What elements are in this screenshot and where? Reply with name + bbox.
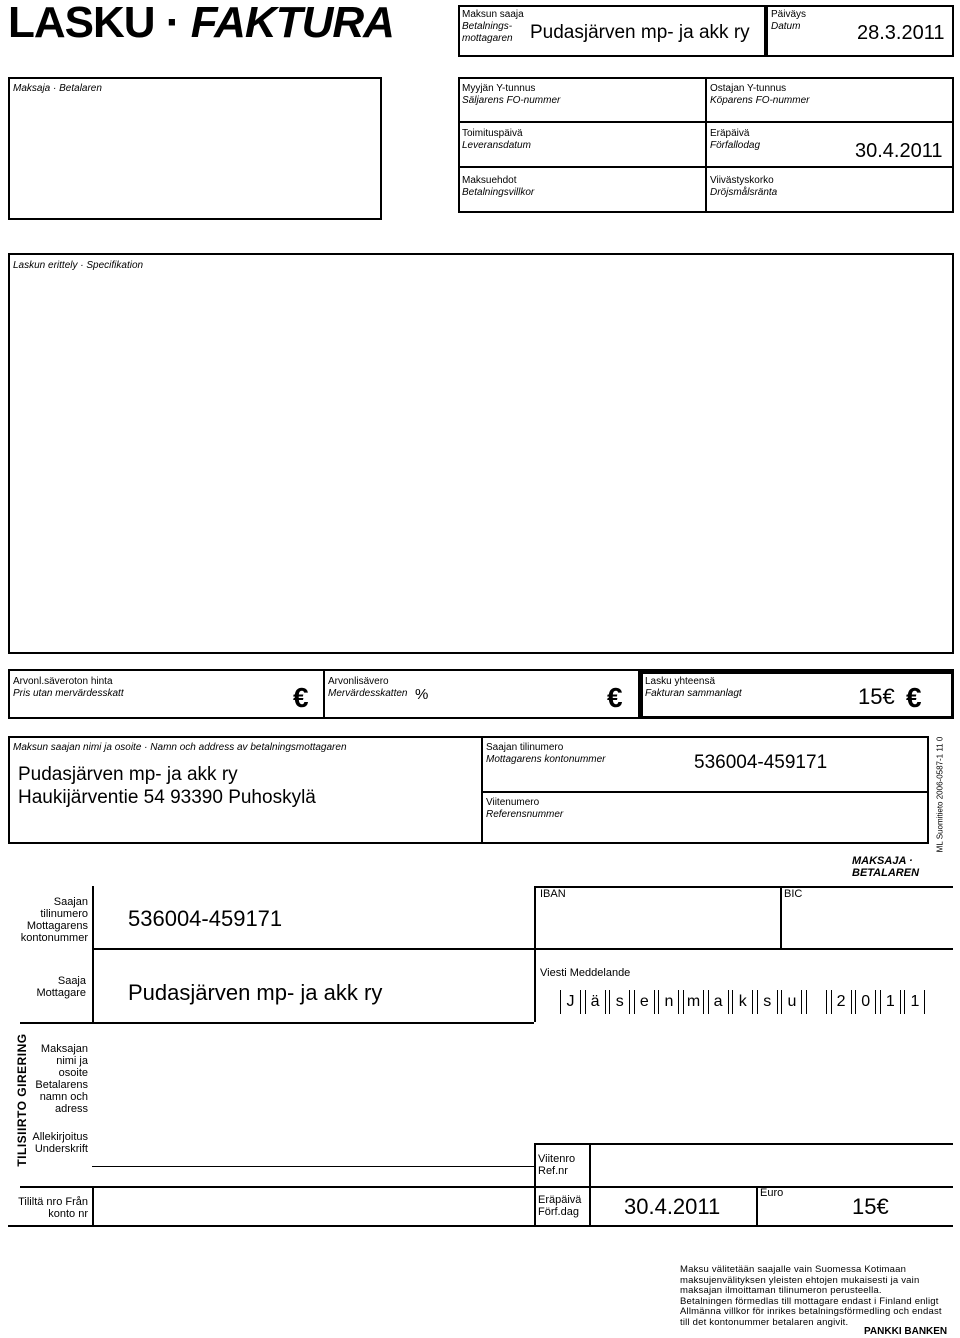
giro-bic-rule [780, 886, 782, 948]
specification-box [8, 253, 954, 654]
message-char-cell: J [560, 990, 581, 1014]
totals-divider-1 [323, 669, 325, 719]
signature-label: Allekirjoitus Underskrift [32, 1131, 88, 1155]
payee-section-label: Maksun saajan nimi ja osoite · Namn och address av betalningsmottagaren [13, 742, 347, 753]
title-dot: · [165, 0, 180, 47]
footer-note-sv: Betalningen förmedlas till mottagare endast i Finland enligt Allmänna villkor för inrikes betalningsförmedling och endast till det kontonummer betalaren angivit. [680, 1295, 942, 1328]
message-char-cell [806, 990, 827, 1014]
payer-box [8, 77, 382, 220]
ref-top-line [534, 1143, 953, 1145]
message-char-cell: s [609, 990, 630, 1014]
message-char-cell: u [781, 990, 802, 1014]
giro-mid-rule [534, 886, 536, 1022]
payee-header-value: Pudasjärven mp- ja akk ry [530, 22, 750, 43]
giro-amount-value: 15€ [852, 1194, 889, 1219]
date-value: 28.3.2011 [857, 22, 945, 44]
message-char-cell: e [634, 990, 655, 1014]
payee-account-value: 536004-459171 [694, 752, 828, 773]
giro-account-value: 536004-459171 [128, 906, 283, 931]
ref-label: Viitenro Ref.nr [538, 1153, 576, 1177]
title-lasku: LASKU [8, 0, 155, 47]
message-char-cell: 0 [855, 990, 876, 1014]
giro-payee-label: Saaja Mottagare [36, 975, 86, 999]
specification-label: Laskun erittely · Specifikation [13, 260, 144, 271]
giro-due-value: 30.4.2011 [624, 1194, 721, 1219]
title-faktura: FAKTURA [190, 0, 394, 47]
terms-label: Maksuehdot Betalningsvillkor [462, 175, 535, 198]
reference-label: Viitenumero Referensnummer [486, 797, 564, 820]
message-cells [560, 990, 932, 1014]
giro-payee-value: Pudasjärven mp- ja akk ry [128, 980, 383, 1005]
payee-section-divider [481, 736, 483, 844]
info-grid-divider [705, 77, 707, 213]
message-char-cell: 1 [904, 990, 925, 1014]
payee-account-label: Saajan tilinumero Mottagarens kontonummer [486, 742, 606, 765]
payee-name: Pudasjärven mp- ja akk ry [18, 764, 238, 785]
payee-address: Haukijärventie 54 93390 Puhoskylä [18, 787, 316, 808]
giro-side-title: TILISIIRTO GIRERING [15, 1033, 29, 1167]
info-grid-row1 [458, 121, 954, 123]
giro-due-label: Eräpäivä Förf.dag [538, 1194, 582, 1218]
side-form-code: ML Suomitieto 2006-0587-1 11 0 [935, 736, 945, 853]
due-date-label: Eräpäivä Förfallodag [710, 128, 761, 151]
message-label: Viesti Meddelande [540, 967, 631, 979]
giro-row-1 [92, 948, 953, 950]
buyer-id-label: Ostajan Y-tunnus Köparens FO-nummer [710, 83, 810, 106]
giro-row-2 [20, 1022, 534, 1024]
total-label: Lasku yhteensä Fakturan sammanlagt [645, 676, 742, 699]
message-char-cell: k [732, 990, 753, 1014]
giro-top-line [535, 886, 953, 888]
message-char-cell: n [658, 990, 679, 1014]
info-grid-row2 [458, 166, 954, 168]
bank-caption: PANKKI BANKEN [864, 1326, 948, 1337]
total-euro-icon: € [906, 682, 922, 713]
message-char-cell: ä [585, 990, 606, 1014]
giro-bottom-line [8, 1225, 953, 1227]
vat-euro-icon: € [607, 682, 623, 713]
date-label: Päiväys Datum [771, 9, 807, 32]
ref-bottom-line [534, 1186, 953, 1188]
message-char-cell: m [683, 990, 704, 1014]
message-char-cell: a [708, 990, 729, 1014]
from-account-label: Tililtä nro Från konto nr [18, 1196, 88, 1220]
net-price-label: Arvonl.säveroton hinta Pris utan mervärdesskatt [13, 676, 124, 699]
signature-line [92, 1166, 534, 1167]
payee-section-row [481, 791, 929, 793]
seller-id-label: Myyjän Y-tunnus Säljarens FO-nummer [462, 83, 561, 106]
interest-label: Viivästyskorko Dröjsmålsränta [710, 175, 778, 198]
document-title [8, 0, 394, 46]
due-date-value: 30.4.2011 [855, 140, 943, 162]
message-char-cell: s [757, 990, 778, 1014]
footer-note [680, 1265, 942, 1328]
payer-label: Maksaja · Betalaren [13, 83, 102, 94]
iban-label: IBAN [540, 888, 566, 900]
bic-label: BIC [784, 888, 803, 900]
from-account-rule [92, 1186, 94, 1226]
payer-caption: MAKSAJA · BETALAREN [852, 855, 920, 879]
net-price-euro-icon: € [293, 682, 309, 713]
euro-label: Euro [760, 1187, 784, 1199]
giro-payer-label: Maksajan nimi ja osoite Betalarens namn och adress [35, 1043, 88, 1115]
delivery-date-label: Toimituspäivä Leveransdatum [462, 128, 531, 151]
message-char-cell: 2 [831, 990, 852, 1014]
payee-header-label: Maksun saaja Betalnings- mottagaren [462, 9, 524, 44]
euro-rule [756, 1186, 758, 1226]
ref-left-rule [534, 1143, 536, 1225]
vat-label: Arvonlisävero Mervärdesskatten [328, 676, 408, 699]
giro-account-label: Saajan tilinumero Mottagarens kontonummer [20, 896, 88, 944]
from-account-top [20, 1186, 534, 1188]
message-char-cell: 1 [880, 990, 901, 1014]
total-value: 15€ [858, 684, 895, 709]
footer-note-fi: Maksu välitetään saajalle vain Suomessa Kotimaan maksujenvälityksen yleisten ehtojen mukaisesti ja vain maksajan ilmoittaman tilinumeron perusteella. [680, 1264, 920, 1296]
ref-label-rule [589, 1143, 591, 1225]
giro-left-rule [92, 886, 94, 1022]
vat-percent: % [415, 686, 429, 703]
